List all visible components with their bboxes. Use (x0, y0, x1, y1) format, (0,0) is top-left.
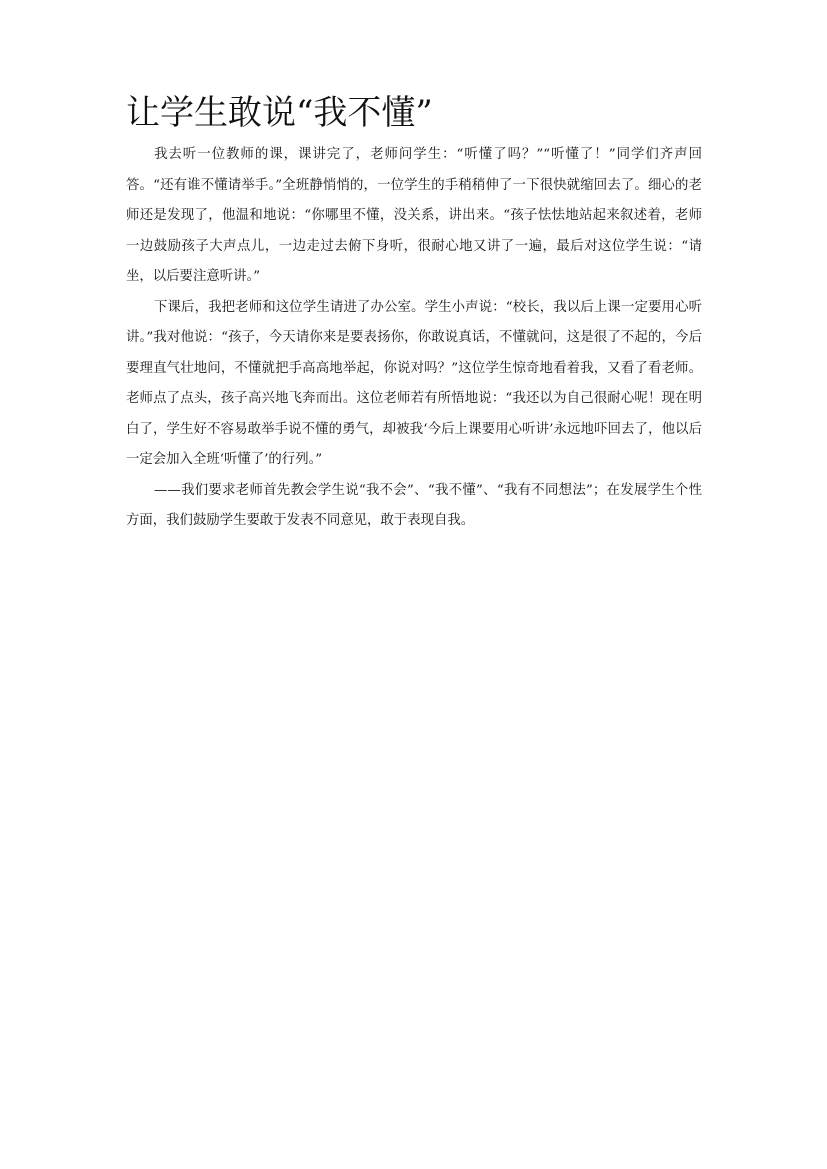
document-title: 让学生敢说“我不懂” (126, 93, 433, 133)
paragraph-3: ——我们要求老师首先教会学生说“我不会”、“我不懂”、“我有不同想法”；在发展学生个性方面，我们鼓励学生要敢于发表不同意见，敢于表现自我。 (126, 482, 702, 528)
paragraph-2: 下课后，我把老师和这位学生请进了办公室。学生小声说：“校长，我以后上课一定要用心听讲。”我对他说：“孩子，今天请你来是要表扬你，你敢说真话，不懂就问，这是很了不起的，今后要理直气壮地问，不懂就把手高高地举起，你说对吗？”这位学生惊奇地看着我，又看了看老师。老师点了点头，孩子高兴地飞奔而出。这位老师若有所悟地说：“我还以为自己很耐心呢！现在明白了，学生好不容易敢举手说不懂的勇气，却被我‘今后上课要用心听讲’永远地吓回去了，他以后一定会加入全班‘听懂了’的行列。” (126, 299, 702, 467)
document-page (126, 88, 702, 537)
paragraph-1: 我去听一位教师的课，课讲完了，老师问学生：“听懂了吗？”“听懂了！”同学们齐声回答。“还有谁不懂请举手。”全班静悄悄的，一位学生的手稍稍伸了一下很快就缩回去了。细心的老师还是发现了，他温和地说：“你哪里不懂，没关系，讲出来。“孩子怯怯地站起来叙述着，老师一边鼓励孩子大声点儿，一边走过去俯下身听，很耐心地又讲了一遍，最后对这位学生说：“请坐，以后要注意听讲。” (126, 147, 702, 284)
